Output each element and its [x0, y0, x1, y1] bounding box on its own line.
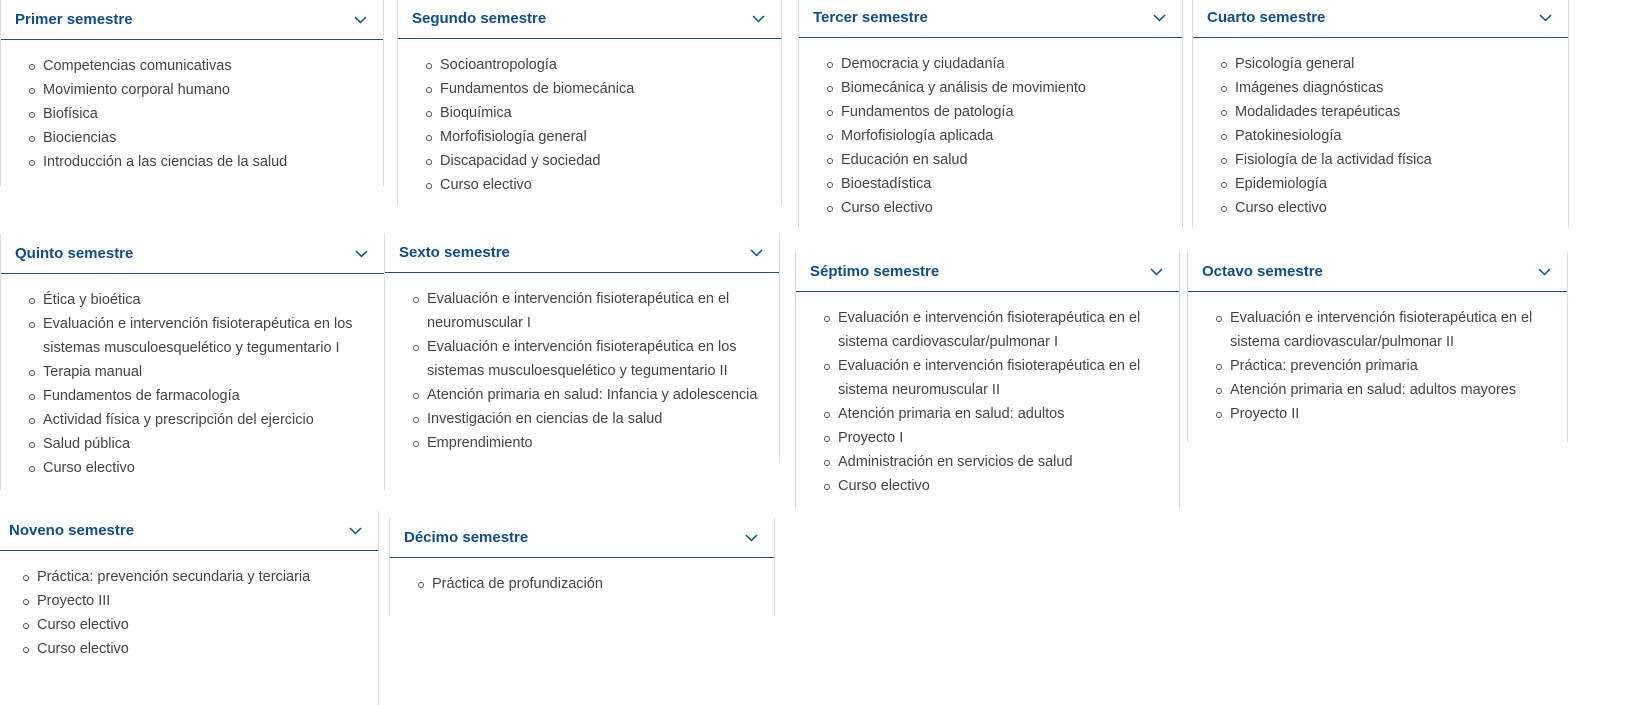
course-item: Fundamentos de biomecánica: [440, 77, 761, 101]
course-item: Morfofisiología aplicada: [841, 124, 1162, 148]
chevron-down-icon[interactable]: [749, 246, 763, 260]
semester-toggle[interactable]: [0, 511, 378, 551]
chevron-down-icon[interactable]: [348, 524, 362, 538]
semester-card: [0, 511, 379, 705]
course-list: [1188, 292, 1567, 432]
course-item: Biofísica: [43, 102, 363, 126]
course-item: Evaluación e intervención fisioterapéutica en el sistema cardiovascular/pulmonar II: [1230, 306, 1547, 354]
course-item: Imágenes diagnósticas: [1235, 76, 1548, 100]
course-list: [1, 274, 384, 486]
course-item: Curso electivo: [37, 637, 358, 661]
chevron-down-icon[interactable]: [353, 13, 367, 27]
course-list: [796, 292, 1179, 504]
semester-toggle[interactable]: [1193, 0, 1568, 38]
semester-toggle[interactable]: [1188, 252, 1567, 292]
course-item: Ética y bioética: [43, 288, 368, 312]
course-item: Práctica de profundización: [432, 572, 754, 596]
semester-card: [1187, 252, 1568, 442]
semester-title: Séptimo semestre: [810, 263, 940, 280]
chevron-down-icon[interactable]: [354, 247, 368, 261]
semester-title: Cuarto semestre: [1207, 9, 1326, 26]
semester-title: Primer semestre: [15, 11, 133, 28]
course-item: Patokinesiología: [1235, 124, 1548, 148]
course-item: Fundamentos de farmacología: [43, 384, 368, 408]
course-list: [0, 551, 378, 667]
course-item: Atención primaria en salud: adultos: [838, 402, 1159, 426]
course-item: Curso electivo: [43, 456, 368, 480]
course-item: Educación en salud: [841, 148, 1162, 172]
course-item: Práctica: prevención secundaria y terciaria: [37, 565, 358, 589]
course-item: Actividad física y prescripción del ejercicio: [43, 408, 368, 432]
course-item: Biomecánica y análisis de movimiento: [841, 76, 1162, 100]
chevron-down-icon[interactable]: [751, 12, 765, 26]
course-item: Evaluación e intervención fisioterapéutica en el sistema cardiovascular/pulmonar I: [838, 306, 1159, 354]
course-list: [1, 40, 383, 180]
course-item: Democracia y ciudadanía: [841, 52, 1162, 76]
course-item: Salud pública: [43, 432, 368, 456]
course-item: Curso electivo: [1235, 196, 1548, 220]
semester-card: [0, 234, 385, 490]
semester-toggle[interactable]: [385, 233, 779, 273]
semester-card: [0, 0, 384, 186]
course-item: Evaluación e intervención fisioterapéutica en los sistemas musculoesquelético y tegumentario II: [427, 335, 763, 383]
semester-title: Quinto semestre: [15, 245, 134, 262]
semester-card: [384, 233, 780, 463]
semester-toggle[interactable]: [398, 0, 781, 39]
semester-toggle[interactable]: [390, 518, 774, 558]
course-item: Modalidades terapéuticas: [1235, 100, 1548, 124]
semester-toggle[interactable]: [1, 0, 383, 40]
course-item: Proyecto III: [37, 589, 358, 613]
course-item: Administración en servicios de salud: [838, 450, 1159, 474]
course-item: Introducción a las ciencias de la salud: [43, 150, 363, 174]
semester-card: [1192, 0, 1569, 228]
course-list: [398, 39, 781, 203]
chevron-down-icon[interactable]: [1538, 11, 1552, 25]
course-item: Curso electivo: [841, 196, 1162, 220]
course-item: Curso electivo: [440, 173, 761, 197]
semester-title: Octavo semestre: [1202, 263, 1323, 280]
chevron-down-icon[interactable]: [1537, 265, 1551, 279]
course-item: Evaluación e intervención fisioterapéutica en los sistemas musculoesquelético y tegumentario I: [43, 312, 368, 360]
course-item: Competencias comunicativas: [43, 54, 363, 78]
course-item: Práctica: prevención primaria: [1230, 354, 1547, 378]
course-item: Morfofisiología general: [440, 125, 761, 149]
course-item: Bioquímica: [440, 101, 761, 125]
course-item: Investigación en ciencias de la salud: [427, 407, 763, 431]
semester-title: Noveno semestre: [9, 522, 135, 539]
course-item: Fundamentos de patología: [841, 100, 1162, 124]
semester-title: Décimo semestre: [404, 529, 529, 546]
course-item: Evaluación e intervención fisioterapéutica en el sistema neuromuscular II: [838, 354, 1159, 402]
course-item: Psicología general: [1235, 52, 1548, 76]
course-item: Epidemiología: [1235, 172, 1548, 196]
semester-toggle[interactable]: [796, 252, 1179, 292]
course-item: Fisiología de la actividad física: [1235, 148, 1548, 172]
course-item: Biociencias: [43, 126, 363, 150]
semester-card: [389, 518, 775, 616]
course-item: Emprendimiento: [427, 431, 763, 455]
course-list: [385, 273, 779, 461]
course-item: Proyecto II: [1230, 402, 1547, 426]
semester-title: Tercer semestre: [813, 9, 928, 26]
chevron-down-icon[interactable]: [1149, 265, 1163, 279]
course-item: Curso electivo: [37, 613, 358, 637]
course-item: Discapacidad y sociedad: [440, 149, 761, 173]
semester-title: Sexto semestre: [399, 244, 510, 261]
semester-card: [795, 252, 1180, 508]
course-item: Atención primaria en salud: Infancia y adolescencia: [427, 383, 763, 407]
course-item: Bioestadística: [841, 172, 1162, 196]
course-list: [799, 38, 1182, 226]
course-item: Terapia manual: [43, 360, 368, 384]
semester-card: [397, 0, 782, 205]
course-item: Curso electivo: [838, 474, 1159, 498]
course-list: [390, 558, 774, 602]
semester-toggle[interactable]: [1, 234, 384, 274]
semester-title: Segundo semestre: [412, 10, 547, 27]
course-item: Movimiento corporal humano: [43, 78, 363, 102]
semester-card: [798, 0, 1183, 228]
course-item: Atención primaria en salud: adultos mayores: [1230, 378, 1547, 402]
chevron-down-icon[interactable]: [1152, 11, 1166, 25]
semester-toggle[interactable]: [799, 0, 1182, 38]
chevron-down-icon[interactable]: [744, 531, 758, 545]
course-item: Socioantropología: [440, 53, 761, 77]
course-item: Evaluación e intervención fisioterapéutica en el neuromuscular I: [427, 287, 763, 335]
course-item: Proyecto I: [838, 426, 1159, 450]
course-list: [1193, 38, 1568, 226]
